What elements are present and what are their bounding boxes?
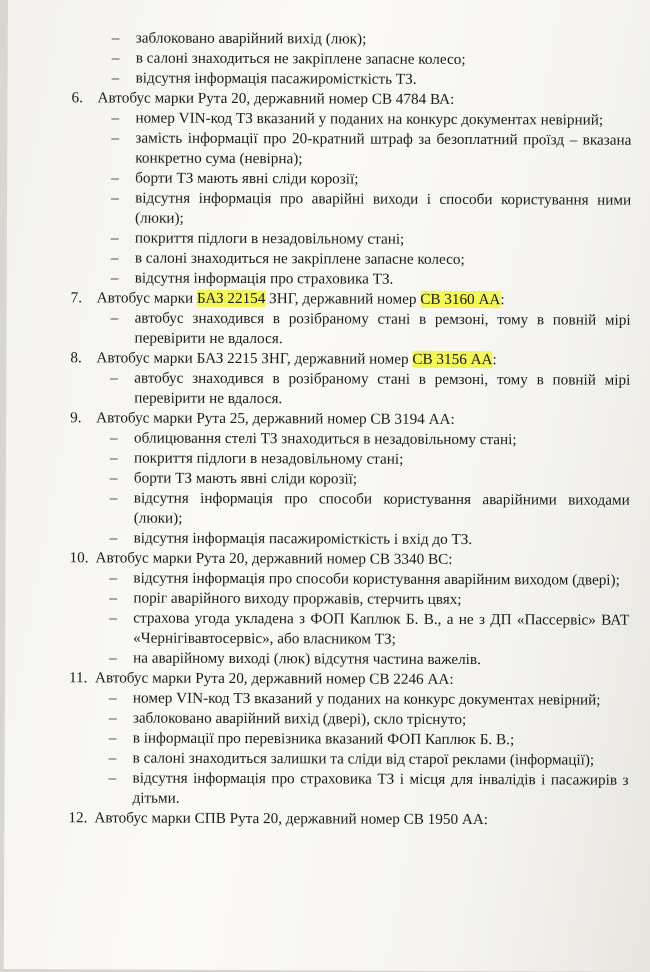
bus-item-9 <box>70 408 631 550</box>
item-title: 7. Автобус марки БАЗ 22154 ЗНГ, державний номер СВ 3160 АА: <box>70 289 505 309</box>
list-item: – борти ТЗ мають явні сліди корозії; <box>111 169 359 188</box>
dash: – <box>111 29 120 47</box>
item-title: 8. Автобус марки БАЗ 2215 ЗНГ, державний номер СВ 3156 АА: <box>70 349 497 369</box>
item-title: 6. Автобус марки Рута 20, державний номер СВ 4784 ВА: <box>71 89 455 108</box>
list-item: – страхова угода укладена з ФОП Каплюк Б. В., а не з ДП «Пассервіс» ВАТ «Чернігівавтосервіс», або власником ТЗ; <box>109 609 630 648</box>
document-page <box>4 0 650 972</box>
list-item: – відсутня інформація пасажиромісткість ТЗ. <box>111 69 417 88</box>
list-item: – в салоні знаходиться залишки та сліди від старої реклами (інформації); <box>108 749 595 769</box>
list-item: – покриття підлоги в незадовільному стані; <box>109 449 404 468</box>
list-item: – поріг аварійного виходу проржавів, стерчить цвях; <box>109 589 462 608</box>
list-item: – номер VIN-код ТЗ вказаний у поданих на конкурс документах невірний; <box>108 689 601 709</box>
list-item: – облицювання стелі ТЗ знаходиться в незадовільному стані; <box>110 429 517 449</box>
bus-item-8 <box>70 348 630 410</box>
list-item: – на аварійному виході (люк) відсутня частина важелів. <box>109 649 481 669</box>
bus-item-7 <box>70 288 630 350</box>
list-item: – в інформації про перевізника вказаний ФОП Каплюк Б. В.; <box>108 729 515 749</box>
dash: – <box>111 69 120 87</box>
list-item: – в салоні знаходиться не закріплене запасне колесо; <box>111 49 466 68</box>
list-item: – відсутня інформація про страховика ТЗ і місця для інвалідів і пасажирів з дітьми. <box>108 769 629 807</box>
continuation-list <box>72 28 632 90</box>
list-item: – покриття підлоги в незадовільному стані; <box>110 229 405 248</box>
item-title: 9. Автобус марки Рута 25, державний номер СВ 3194 АА: <box>70 409 455 428</box>
highlighted-plate: СВ 3156 АА <box>412 350 493 369</box>
list-item: – автобус знаходився в розібраному стані в ремзоні, тому в повній мірі перевірити не вдалося. <box>110 309 631 348</box>
list-item: – номер VIN-код ТЗ вказаний у поданих на конкурс документах невірний; <box>111 109 604 129</box>
bus-item-6 <box>71 88 632 290</box>
bus-item-10 <box>69 548 630 670</box>
list-item: – відсутня інформація про способи користування аварійними виходами (люки); <box>109 489 630 527</box>
highlighted-plate: СВ 3160 АА <box>420 290 501 309</box>
bus-item-11 <box>68 668 629 810</box>
list-item: – відсутня інформація про страховика ТЗ. <box>110 269 394 288</box>
list-item: – відсутня інформація пасажиромісткість і вхід до ТЗ. <box>109 529 473 549</box>
highlighted-model: БАЗ 22154 <box>196 289 266 308</box>
list-item: – замість інформації про 20-кратний штраф за безоплатний проїзд – вказана конкретно сума (невірна); <box>111 129 632 168</box>
document-content <box>68 28 631 830</box>
list-item: – відсутня інформація про аварійні виходи і способи користування ними (люки); <box>111 189 632 227</box>
bus-item-12 <box>68 808 628 830</box>
list-item: – автобус знаходився в розібраному стані в ремзоні, тому в повній мірі перевірити не вдалося. <box>110 369 631 408</box>
list-item: – відсутня інформація про способи користування аварійним виходом (двері); <box>109 569 620 589</box>
list-item: – борти ТЗ мають явні сліди корозії; <box>109 469 358 488</box>
item-title: 10. Автобус марки Рута 20, державний номер СВ 3340 ВС: <box>69 549 453 568</box>
dash: – <box>111 49 120 67</box>
item-title: 11. Автобус марки Рута 20, державний номер СВ 2246 АА: <box>68 669 454 688</box>
item-title: 12. Автобус марки СПВ Рута 20, державний номер СВ 1950 АА: <box>68 809 489 829</box>
list-item: – заблоковано аварійний вихід (двері), скло тріснуто; <box>108 709 467 729</box>
list-item: – заблоковано аварійний вихід (люк); <box>111 29 367 48</box>
list-item: – в салоні знаходиться не закріплене запасне колесо; <box>110 249 465 268</box>
